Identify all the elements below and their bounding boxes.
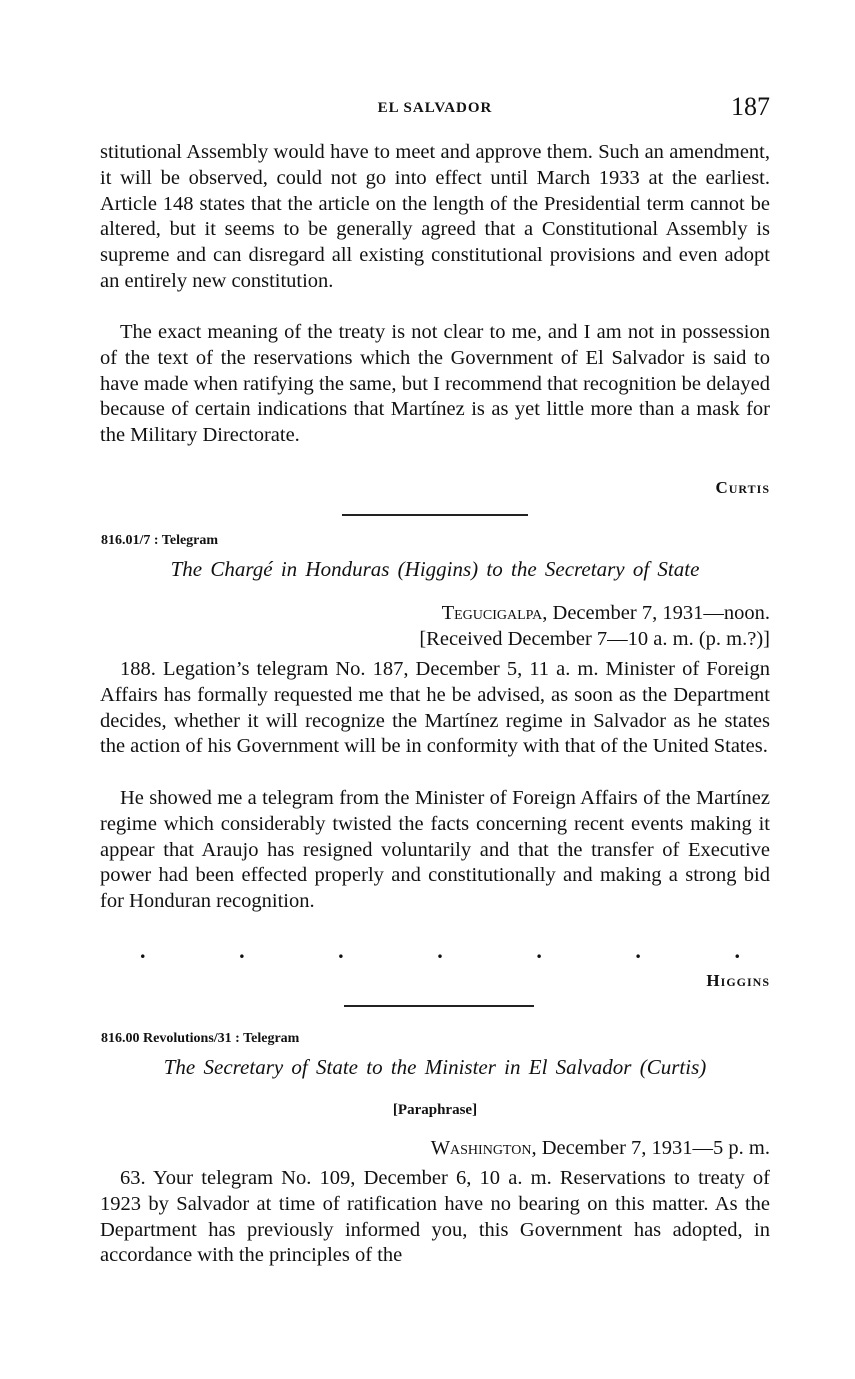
received-line: [Received December 7—10 a. m. (p. m.?)] [419, 628, 770, 650]
ellipsis-dot: . [140, 938, 146, 963]
file-reference: 816.01/7 : Telegram [101, 533, 219, 548]
page-number: 187 [731, 92, 770, 121]
paraphrase-note: [Paraphrase] [392, 1102, 478, 1118]
signature-higgins: Higgins [706, 971, 770, 990]
ellipsis-dot: . [239, 938, 245, 963]
dateline-place: Tegucigalpa, [441, 602, 548, 624]
ellipsis-dot: . [635, 938, 641, 963]
section-divider [342, 514, 528, 516]
ellipsis-row [140, 938, 740, 964]
document-heading: The Secretary of State to the Minister in El Salvador (Curtis) [163, 1055, 707, 1079]
continued-paragraph: stitutional Assembly would have to meet and approve them. Such an amendment, it will be observed, could not go into effect until March 1933 at the earliest. Article 148 states that the article on the length of the Presidential term cannot be altered, but it seems to be generally agreed that a Constitutional Assembly is supreme and can disregard all existing constitutional provisions and even adopt an entirely new constitution. [100, 141, 770, 292]
dateline-place: Washington, [430, 1137, 537, 1159]
section-divider [344, 1005, 534, 1007]
ellipsis-dot: . [536, 938, 542, 963]
ellipsis-dot: . [734, 938, 740, 963]
secretary-paragraph: 63. Your telegram No. 109, December 6, 10 a. m. Reservations to treaty of 1923 by Salvador at time of ratification have no bearing on this matter. As the Department has previously informed you, this Government has adopted, in accordance with the principles of the [100, 1167, 770, 1267]
dateline [442, 601, 770, 627]
page-header [100, 92, 770, 126]
ellipsis-dot: . [338, 938, 344, 963]
dateline-date: December 7, 1931—noon. [547, 602, 770, 624]
signature-curtis: Curtis [715, 478, 770, 497]
higgins-paragraph-2: He showed me a telegram from the Minister of Foreign Affairs of the Martínez regime which considerably twisted the facts concerning recent events making it appear that Araujo has resigned voluntarily and that the transfer of Executive power had been effected properly and constitutionally and making a strong bid for Honduran recognition. [100, 787, 770, 913]
file-reference: 816.00 Revolutions/31 : Telegram [101, 1031, 300, 1046]
dateline [431, 1136, 770, 1162]
document-heading: The Chargé in Honduras (Higgins) to the Secretary of State [170, 557, 700, 581]
dateline-date: December 7, 1931—5 p. m. [536, 1137, 770, 1159]
higgins-paragraph-1: 188. Legation’s telegram No. 187, December 5, 11 a. m. Minister of Foreign Affairs has formally requested me that he be advised, as soon as the Department decides, whether it will recognize the Martínez regime in Salvador as he states the action of his Government will be in conformity with that of the United States. [100, 658, 770, 758]
ellipsis-dot: . [437, 938, 443, 963]
running-title: EL SALVADOR [377, 100, 493, 116]
curtis-paragraph: The exact meaning of the treaty is not clear to me, and I am not in possession of the text of the reservations which the Government of El Salvador is said to have made when ratifying the same, but I recommend that recognition be delayed because of certain indications that Martínez is as yet little more than a mask for the Military Directorate. [100, 321, 770, 447]
